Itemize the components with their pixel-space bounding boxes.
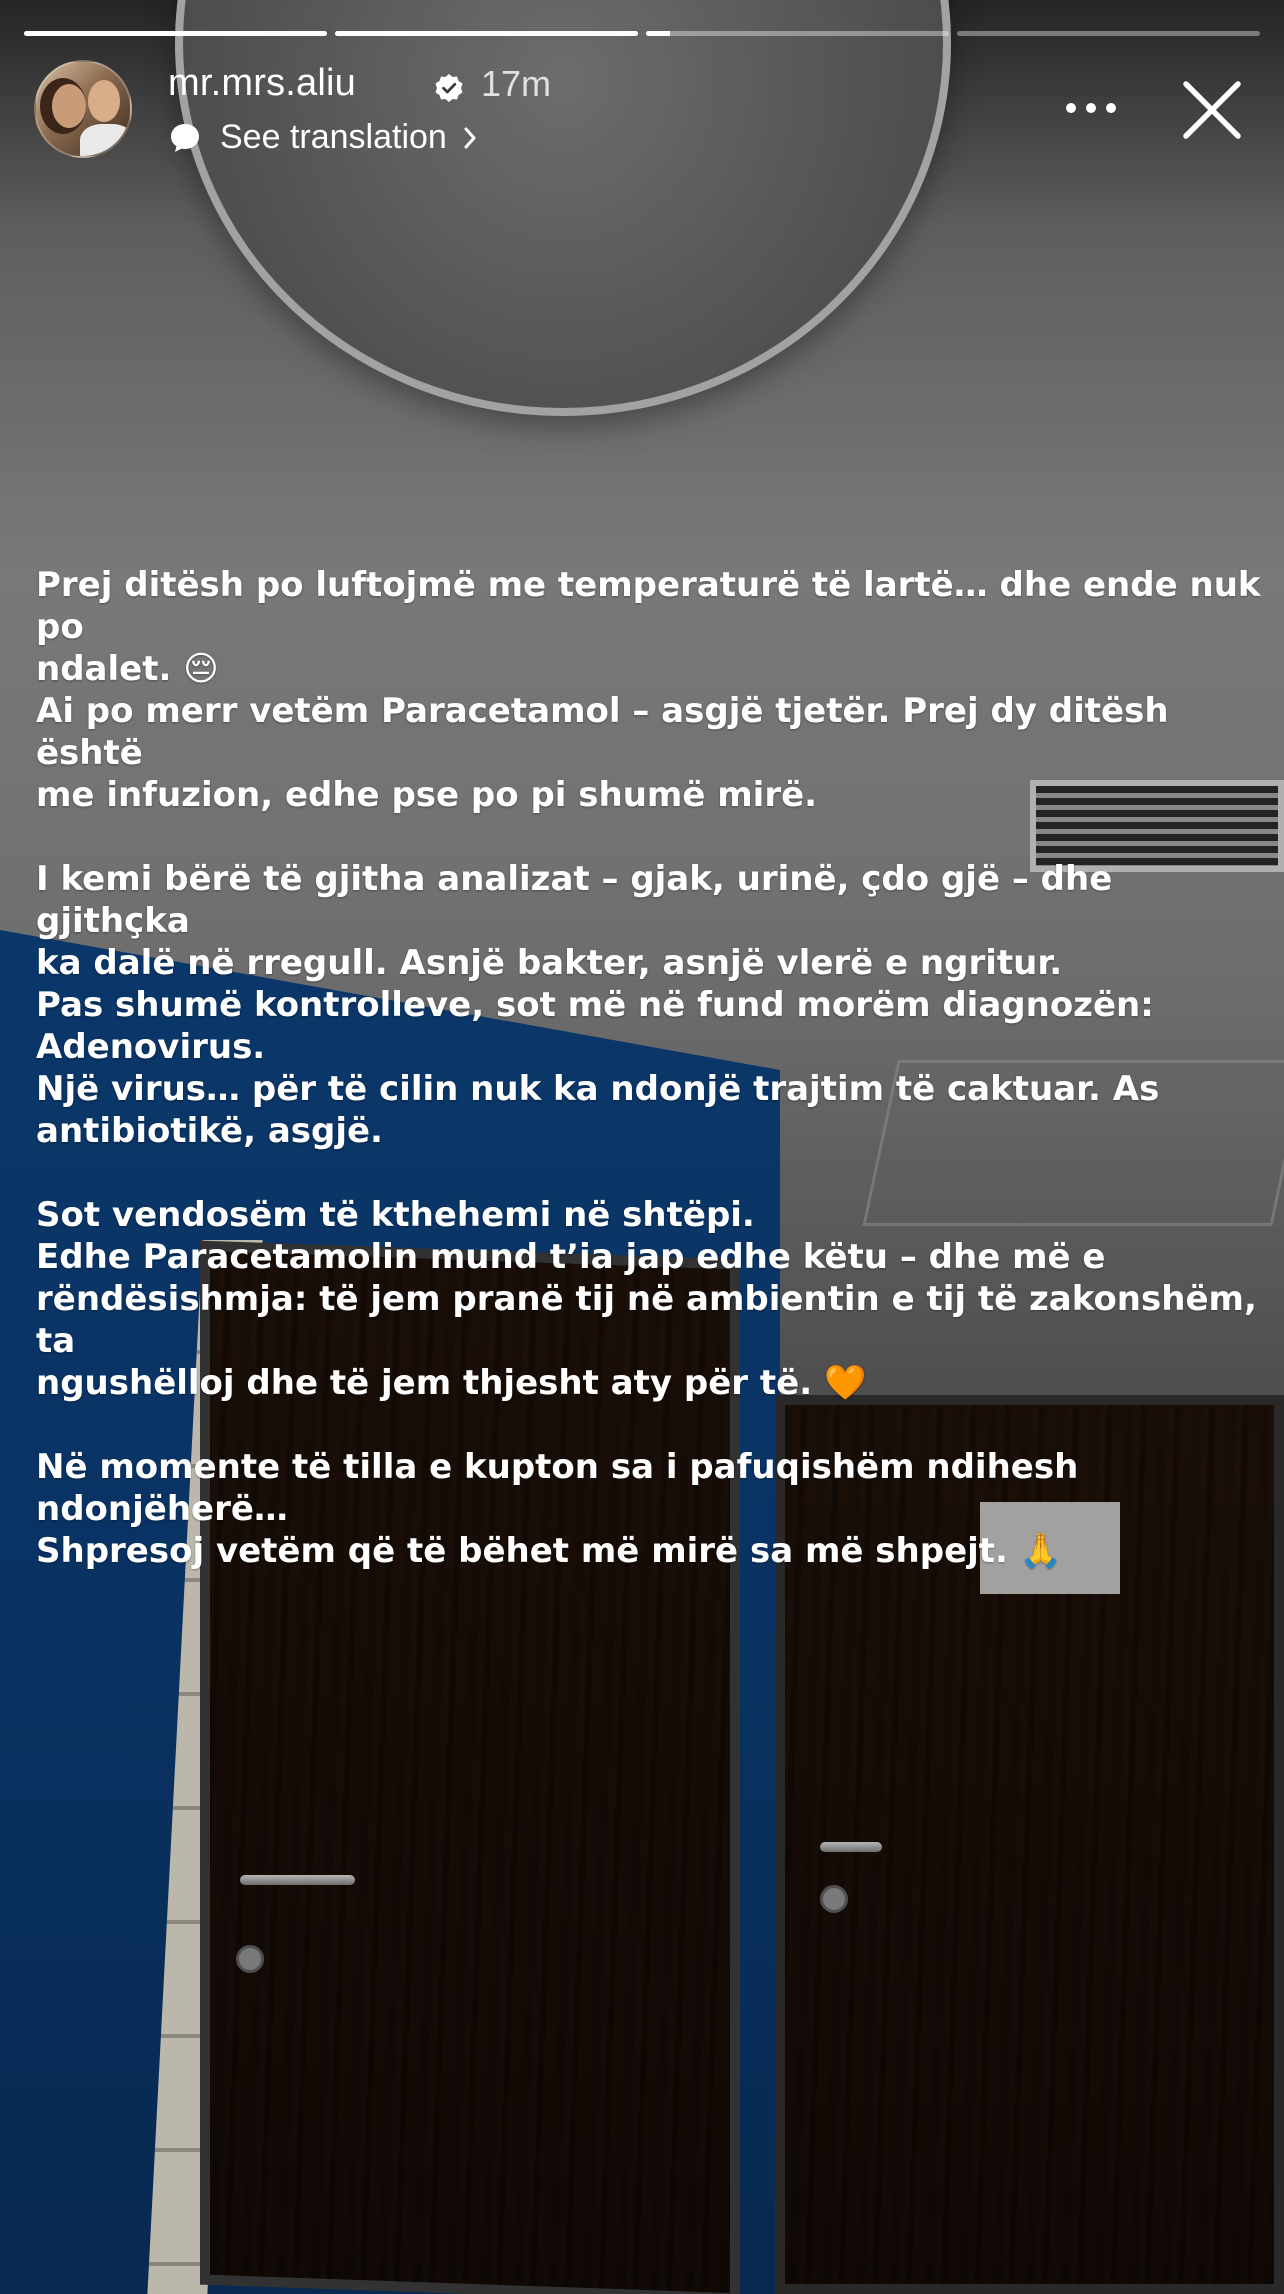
- caption-paragraph-gap: [36, 816, 1266, 858]
- caption-line: Prej ditësh po luftojmë me temperaturë të lartë… dhe ende nuk po: [36, 565, 1261, 647]
- caption-paragraph-gap: [36, 1152, 1266, 1194]
- see-translation-label: See translation: [220, 118, 447, 156]
- progress-segment: [957, 31, 1260, 36]
- progress-segment-fill: [335, 31, 638, 36]
- verified-badge-icon: [434, 73, 464, 103]
- avatar-person-2: [88, 80, 120, 122]
- story-text-caption: [36, 564, 1266, 1572]
- progress-segment: [24, 31, 327, 36]
- caption-line: Shpresoj vetëm që të bëhet më mirë sa më shpejt. 🙏: [36, 1531, 1063, 1571]
- caption-line: I kemi bërë të gjitha analizat – gjak, urinë, çdo gjë – dhe gjithçka: [36, 859, 1113, 941]
- progress-segment-fill: [24, 31, 327, 36]
- caption-line: Adenovirus.: [36, 1027, 266, 1067]
- close-icon[interactable]: [1180, 78, 1244, 142]
- caption-paragraph-gap: [36, 1404, 1266, 1446]
- avatar-person-1: [52, 84, 86, 128]
- caption-line: Ai po merr vetëm Paracetamol – asgjë tjetër. Prej dy ditësh është: [36, 691, 1169, 773]
- chevron-right-icon: [461, 126, 479, 150]
- caption-line: Pas shumë kontrolleve, sot më në fund morëm diagnozën:: [36, 985, 1154, 1025]
- progress-segment: [335, 31, 638, 36]
- progress-segment-fill: [646, 31, 670, 36]
- more-icon[interactable]: [1062, 88, 1120, 128]
- caption-line: Në momente të tilla e kupton sa i pafuqishëm ndihesh ndonjëherë…: [36, 1447, 1079, 1529]
- caption-line: Sot vendosëm të kthehemi në shtëpi.: [36, 1195, 755, 1235]
- post-time: 17m: [481, 63, 552, 104]
- caption-line: ngushëlloj dhe të jem thjesht aty për të. 🧡: [36, 1363, 867, 1403]
- caption-line: antibiotikë, asgjë.: [36, 1111, 383, 1151]
- progress-segment: [646, 31, 949, 36]
- username[interactable]: mr.mrs.aliu: [168, 62, 356, 104]
- avatar[interactable]: [34, 60, 132, 158]
- caption-line: Një virus… për të cilin nuk ka ndonjë trajtim të caktuar. As: [36, 1069, 1160, 1109]
- caption-line: ndalet. 😔: [36, 649, 219, 689]
- caption-line: Edhe Paracetamolin mund t’ia jap edhe këtu – dhe më e: [36, 1237, 1106, 1277]
- speech-bubble-icon: [168, 121, 202, 155]
- story-header: [34, 60, 1250, 160]
- caption-line: ka dalë në rregull. Asnjë bakter, asnjë vlerë e ngritur.: [36, 943, 1063, 983]
- avatar-shirt: [80, 124, 132, 158]
- see-translation-button[interactable]: [168, 118, 479, 157]
- caption-line: rëndësishmja: të jem pranë tij në ambientin e tij të zakonshëm, ta: [36, 1279, 1257, 1361]
- story-progress-bar: [24, 31, 1260, 36]
- caption-line: me infuzion, edhe pse po pi shumë mirë.: [36, 775, 818, 815]
